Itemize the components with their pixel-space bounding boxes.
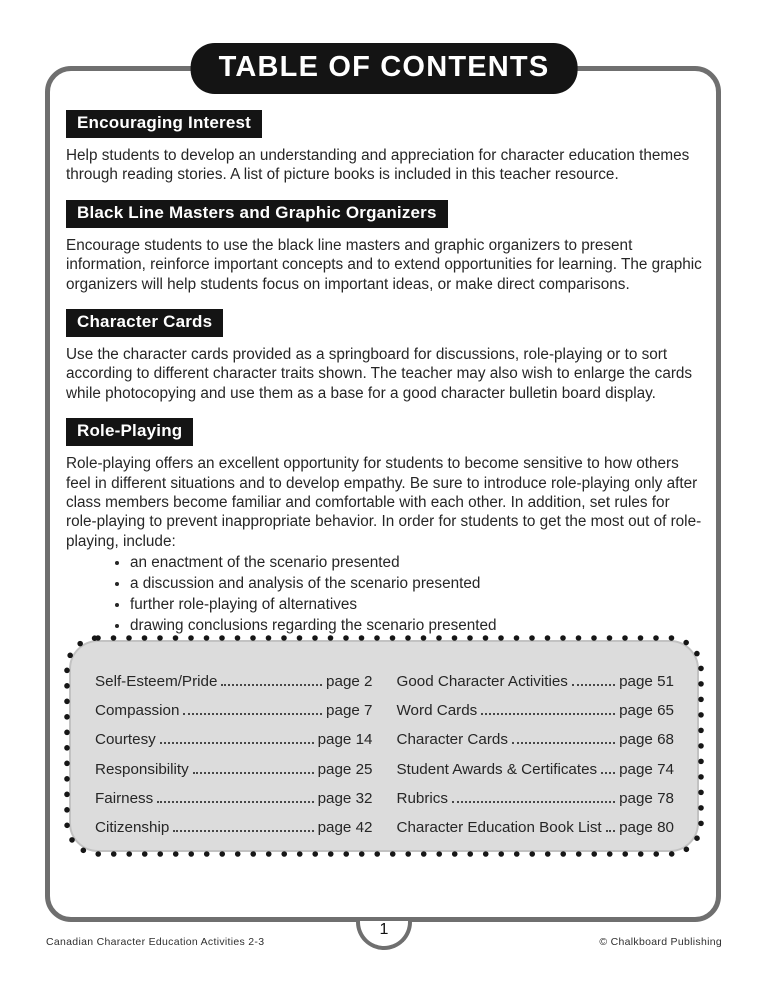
section-role-playing: [66, 418, 704, 636]
toc-entry: [95, 696, 373, 725]
toc-entry-label: Responsibility: [95, 760, 189, 778]
toc-entry-page: page 42: [317, 819, 373, 837]
bullet-item: • an enactment of the scenario presented: [130, 553, 704, 574]
toc-entry: [397, 784, 675, 813]
section-character-cards: [66, 309, 704, 403]
section-heading: Character Cards: [66, 309, 223, 337]
page-content: [66, 110, 704, 636]
toc-entry-page: page 65: [619, 702, 674, 720]
dot-leader: [606, 830, 615, 832]
toc-entry-page: page 68: [619, 731, 674, 749]
toc-entry: [397, 755, 675, 784]
dot-leader: [193, 772, 314, 774]
toc-entry: [95, 667, 373, 696]
toc-entry-label: Fairness: [95, 789, 154, 807]
role-playing-bullet-list: [66, 553, 704, 636]
dot-leader: [157, 801, 313, 803]
toc-entry-page: page 14: [317, 731, 373, 749]
toc-entry-label: Compassion: [95, 702, 180, 720]
toc-entry-label: Rubrics: [396, 789, 448, 807]
toc-entry: [397, 667, 675, 696]
toc-entry-label: Good Character Activities: [396, 673, 568, 691]
footer-publisher: © Chalkboard Publishing: [599, 936, 722, 948]
dot-leader: [221, 684, 322, 686]
section-heading: Role-Playing: [66, 418, 193, 446]
toc-entry: [397, 696, 675, 725]
page-title: TABLE OF CONTENTS: [218, 51, 550, 83]
section-paragraph: Help students to develop an understanding and appreciation for character education themes through reading stories. A list of picture books is included in this teacher resource.: [66, 147, 690, 184]
toc-entry: [95, 725, 373, 754]
toc-entry-page: page 51: [619, 673, 674, 691]
toc-entry: [397, 813, 675, 842]
toc-entry-label: Courtesy: [95, 731, 156, 749]
toc-entry-label: Word Cards: [396, 702, 478, 720]
bullet-item: • further role-playing of alternatives: [130, 595, 704, 616]
dot-leader: [481, 713, 615, 715]
footer-book-title: Canadian Character Education Activities 2-3: [46, 936, 265, 948]
table-of-contents-banner: [191, 43, 578, 94]
toc-entry-page: page 32: [317, 789, 373, 807]
contents-column-left: [95, 667, 373, 851]
toc-entry-label: Citizenship: [95, 819, 170, 837]
toc-entry: [95, 813, 373, 842]
toc-entry-label: Self-Esteem/Pride: [95, 673, 218, 691]
contents-column-right: [397, 667, 675, 851]
toc-entry-label: Character Education Book List: [396, 819, 602, 837]
toc-entry: [95, 784, 373, 813]
dot-leader: [173, 830, 313, 832]
section-black-line-masters: [66, 200, 704, 294]
contents-list-box: [60, 631, 708, 861]
dot-leader: [572, 684, 615, 686]
section-paragraph: Role-playing offers an excellent opportunity for students to become sensitive to how others feel in different situations and to develop empathy. Be sure to introduce role-playing only after class members become familiar and comfortable with each other. In addition, set rules for role-playing to prevent inappropriate behavior. In order for students to get the most out of role-playing, include:: [66, 455, 702, 550]
toc-entry-label: Student Awards & Certificates: [396, 760, 598, 778]
dot-leader: [512, 742, 615, 744]
section-paragraph: Encourage students to use the black line masters and graphic organizers to present information, reinforce important concepts and to extend opportunities for learning. The graphic organizers will help students focus on important ideas, or make direct comparisons.: [66, 236, 702, 293]
section-paragraph: Use the character cards provided as a springboard for discussions, role-playing or to sort according to different character traits shown. The teacher may also wish to enlarge the cards while photocopying and use them as a base for a good character bulletin board display.: [66, 346, 693, 402]
contents-list: [70, 641, 698, 851]
section-heading: Encouraging Interest: [66, 110, 262, 138]
page-number: 1: [379, 921, 389, 938]
toc-entry-label: Character Cards: [396, 731, 508, 749]
toc-entry-page: page 78: [619, 789, 674, 807]
section-heading: Black Line Masters and Graphic Organizers: [66, 200, 448, 228]
toc-entry-page: page 74: [619, 760, 674, 778]
bullet-item: • drawing conclusions regarding the scenario presented: [130, 616, 704, 637]
dot-leader: [160, 742, 314, 744]
toc-entry-page: page 25: [317, 760, 373, 778]
section-encouraging-interest: [66, 110, 704, 185]
toc-entry-page: page 2: [326, 673, 373, 691]
toc-entry-page: page 7: [326, 702, 373, 720]
toc-entry: [95, 755, 373, 784]
dot-leader: [601, 772, 615, 774]
dot-leader: [452, 801, 615, 803]
toc-entry-page: page 80: [619, 819, 674, 837]
toc-entry: [397, 725, 675, 754]
dot-leader: [183, 713, 322, 715]
bullet-item: • a discussion and analysis of the scenario presented: [130, 574, 704, 595]
